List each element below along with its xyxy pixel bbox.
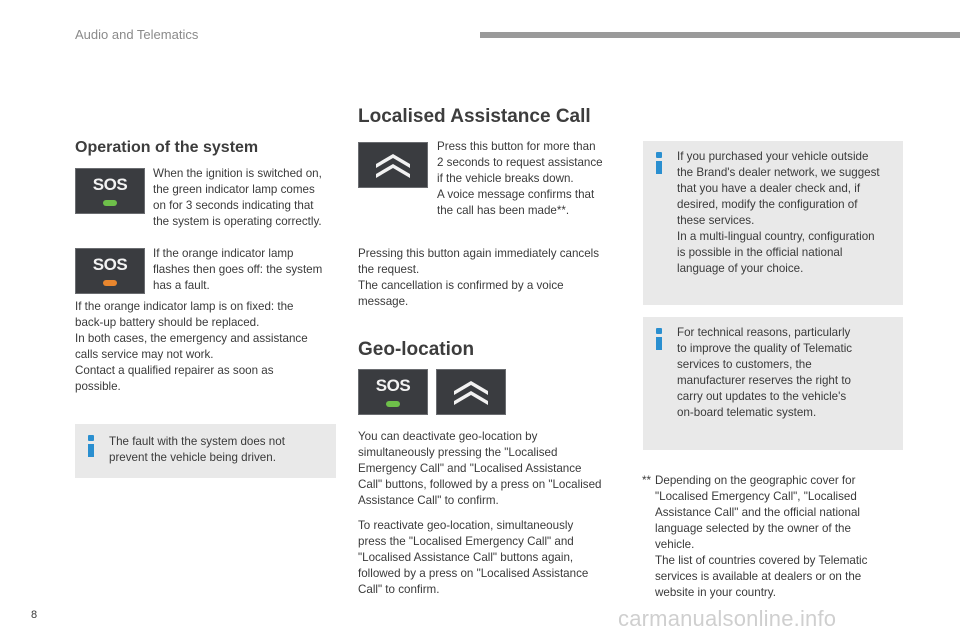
watermark: carmanualsonline.info	[618, 606, 837, 631]
info-icon	[88, 435, 94, 457]
chevrons-logo-icon	[358, 142, 428, 188]
para-orange-fixed: If the orange indicator lamp is on fixed: the back-up battery should be replaced. In both cases, the emergency and assistance calls service may not work. Contact a qualified repairer as soon as possible.	[75, 300, 308, 393]
info-icon	[656, 152, 662, 174]
sos-label: SOS	[92, 255, 128, 274]
green-indicator-lamp	[386, 401, 400, 407]
header-bar	[480, 32, 960, 38]
para-geo-deactivate: You can deactivate geo-location by simultaneously pressing the "Localised Emergency Call" and "Localised Assistance Call" buttons, followed by a press on "Localised Assistance Call" to confirm.	[358, 430, 602, 507]
heading-operation: Operation of the system	[75, 139, 259, 156]
info-text-updates: For technical reasons, particularly to improve the quality of Telematic services to customers, the manufacturer reserves the right to carry out updates to the vehicle's on-board telematic system.	[677, 326, 853, 419]
para-orange-flash: If the orange indicator lamp flashes then goes off: the system has a fault.	[153, 247, 323, 292]
info-box-updates	[643, 317, 903, 450]
sos-label: SOS	[92, 175, 128, 194]
info-text-dealer: If you purchased your vehicle outside the Brand's dealer network, we suggest that you have a dealer check and, if desired, modify the configuration of these services. In a multi-lingual country, configuration is possible in the official national language of your choice.	[677, 150, 880, 275]
assistance-button	[358, 142, 428, 188]
geo-assistance-button	[436, 369, 506, 415]
green-indicator-lamp	[103, 200, 117, 206]
para-geo-reactivate: To reactivate geo-location, simultaneously press the "Localised Emergency Call" and "Localised Assistance Call" buttons again, followed by a press on "Localised Assistance Call" to confirm.	[358, 519, 589, 596]
footnote-mark: **	[642, 474, 652, 487]
header-title: Audio and Telematics	[75, 27, 199, 42]
heading-geo-location: Geo-location	[358, 339, 475, 360]
sos-button-orange	[75, 248, 145, 294]
para-local-press: Press this button for more than 2 seconds to request assistance if the vehicle breaks down. A voice message confirms that the call has been made**.	[437, 140, 603, 217]
chevrons-logo-icon	[436, 369, 506, 415]
orange-indicator-lamp	[103, 280, 117, 286]
info-icon	[656, 328, 662, 350]
sos-label: SOS	[375, 376, 411, 395]
footnote-text: Depending on the geographic cover for "Localised Emergency Call", "Localised Assistance Call" and the official national language selected by the owner of the vehicle. The list of countries covered by Telematic services is available at dealers or on the website in your country.	[655, 474, 868, 599]
info-text-fault: The fault with the system does not prevent the vehicle being driven.	[109, 435, 285, 464]
sos-button-green	[75, 168, 145, 214]
para-local-cancel: Pressing this button again immediately cancels the request. The cancellation is confirmed by a voice message.	[358, 247, 600, 308]
para-green-lamp: When the ignition is switched on, the green indicator lamp comes on for 3 seconds indicating that the system is operating correctly.	[153, 167, 322, 228]
info-box-fault	[75, 424, 336, 478]
info-box-dealer	[643, 141, 903, 305]
heading-localised-assistance: Localised Assistance Call	[358, 106, 591, 127]
page-number: 8	[31, 609, 38, 621]
geo-sos-button	[358, 369, 428, 415]
